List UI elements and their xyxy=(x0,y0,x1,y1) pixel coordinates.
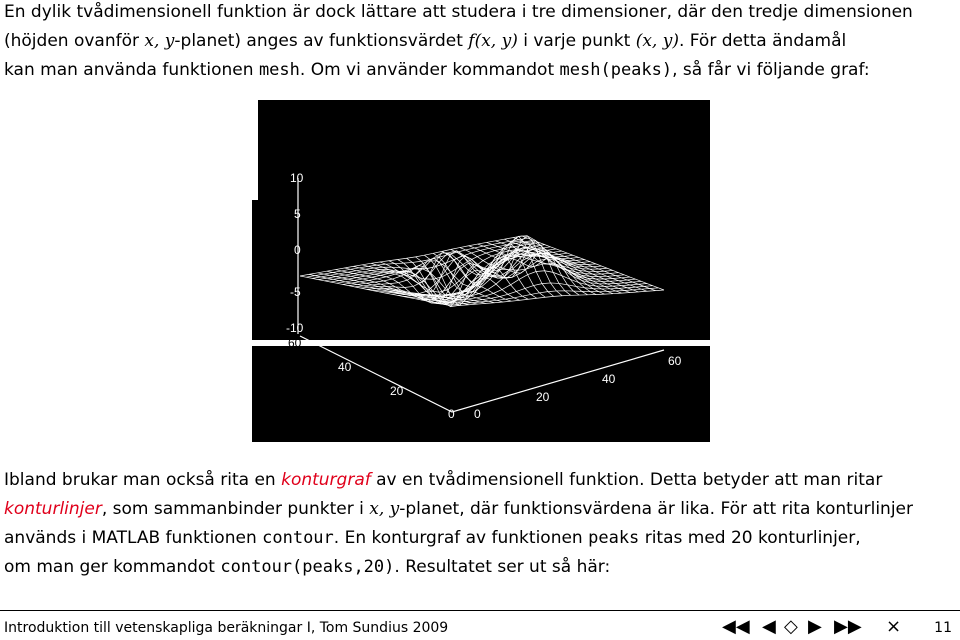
intro-line-2: (höjden ovanför x, y-planet) anges av funktionsvärdet f(x, y) i varje punkt (x, y). För detta ändamål xyxy=(4,31,847,51)
intro-paragraph xyxy=(4,0,956,85)
x-tick-label: 20 xyxy=(390,384,404,398)
nav-last-icon[interactable]: ▶▶ xyxy=(834,616,862,637)
nav-toc-icon[interactable]: ◇ xyxy=(784,616,798,637)
code-contour: contour xyxy=(262,528,334,548)
figure-clip-edge xyxy=(252,100,258,200)
x-tick-label: 0 xyxy=(448,407,455,421)
math-xy: x, y xyxy=(369,499,400,519)
nav-prev-icon[interactable]: ◀ xyxy=(762,616,776,637)
y-tick-label: 0 xyxy=(474,407,481,421)
body-line-3: används i MATLAB funktionen contour. En konturgraf av funktionen peaks ritas med 20 konturlinjer, xyxy=(4,528,861,548)
mesh-figure xyxy=(252,100,710,442)
z-tick-label: 0 xyxy=(294,243,301,257)
term-konturlinjer: konturlinjer xyxy=(4,499,102,519)
figure-clip-band xyxy=(252,340,710,346)
y-tick-label: 20 xyxy=(536,390,550,404)
z-tick-label: 5 xyxy=(294,207,301,221)
close-icon[interactable]: × xyxy=(886,616,902,637)
footer-rule xyxy=(0,610,960,611)
nav-first-icon[interactable]: ◀◀ xyxy=(722,616,750,637)
math-point: (x, y) xyxy=(635,31,679,51)
intro-line-1: En dylik tvådimensionell funktion är dock lättare att studera i tre dimensioner, där den tredje dimensionen xyxy=(4,2,913,22)
mesh-plot xyxy=(252,100,710,442)
body-line-4: om man ger kommandot contour(peaks,20). Resultatet ser ut så här: xyxy=(4,557,611,577)
footer-title: Introduktion till vetenskapliga beräkningar I, Tom Sundius 2009 xyxy=(4,620,449,636)
intro-line-3: kan man använda funktionen mesh. Om vi använder kommandot mesh(peaks), så får vi följande graf: xyxy=(4,60,870,80)
nav-next-icon[interactable]: ▶ xyxy=(808,616,822,637)
page-number: 11 xyxy=(934,620,952,636)
code-mesh: mesh xyxy=(258,60,300,80)
body-line-1: Ibland brukar man också rita en konturgraf av en tvådimensionell funktion. Detta betyder att man ritar xyxy=(4,470,883,490)
term-konturgraf: konturgraf xyxy=(281,470,371,490)
math-xy: x, y xyxy=(144,31,175,51)
code-contour-peaks: contour(peaks,20) xyxy=(220,557,395,577)
z-tick-label: 10 xyxy=(290,171,304,185)
body-line-2: konturlinjer, som sammanbinder punkter i x, y-planet, där funktionsvärdena är lika. För att rita konturlinjer xyxy=(4,499,914,519)
x-tick-label: 60 xyxy=(288,336,302,350)
body-paragraph xyxy=(4,466,956,582)
y-tick-label: 60 xyxy=(668,354,682,368)
z-tick-label: -5 xyxy=(290,285,301,299)
code-peaks: peaks xyxy=(588,528,640,548)
math-fxy: f(x, y) xyxy=(468,31,518,51)
z-tick-label: -10 xyxy=(286,321,304,335)
x-tick-label: 40 xyxy=(338,360,352,374)
code-mesh-peaks: mesh(peaks) xyxy=(559,60,673,80)
y-tick-label: 40 xyxy=(602,372,616,386)
